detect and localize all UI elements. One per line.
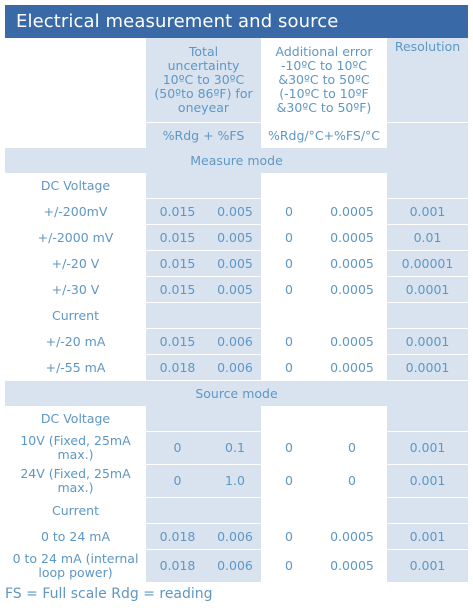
resolution-cell: 0.0001 <box>387 277 468 303</box>
units-additional: %Rdg/°C+%FS/°C <box>261 123 387 149</box>
resolution-cell: 0.001 <box>387 432 468 465</box>
range-cell: +/-20 mA <box>5 329 146 355</box>
resolution-cell: 0.001 <box>387 550 468 583</box>
add-rdg-cell: 0 <box>261 432 317 465</box>
fs-cell: 0.005 <box>209 277 261 303</box>
group-label: DC Voltage <box>40 177 111 193</box>
resolution-cell: 0.0001 <box>387 329 468 355</box>
rdg-cell: 0 <box>146 465 209 498</box>
header-row <box>5 38 468 123</box>
rdg-cell: 0.015 <box>146 251 209 277</box>
add-rdg-cell: 0 <box>261 355 317 381</box>
fs-cell: 0.006 <box>209 550 261 583</box>
section-label: Measure mode <box>5 148 468 173</box>
add-fs-cell: 0 <box>317 465 387 498</box>
add-fs-cell: 0.0005 <box>317 329 387 355</box>
add-rdg-cell: 0 <box>261 524 317 550</box>
table-row <box>5 251 468 277</box>
section-label: Source mode <box>5 381 468 407</box>
resolution-cell: 0.001 <box>387 199 468 225</box>
rdg-cell: 0.015 <box>146 225 209 251</box>
rdg-cell: 0.018 <box>146 550 209 583</box>
add-fs-cell: 0.0005 <box>317 524 387 550</box>
table-row <box>5 465 468 498</box>
table-row <box>5 277 468 303</box>
range-cell: +/-20 V <box>5 251 146 277</box>
fs-cell: 1.0 <box>209 465 261 498</box>
units-total: %Rdg + %FS <box>146 123 261 149</box>
rdg-cell: 0.018 <box>146 524 209 550</box>
group-label: Current <box>5 303 146 329</box>
header-total-uncertainty <box>146 38 261 123</box>
fs-cell: 0.006 <box>209 355 261 381</box>
footnote: FS = Full scale Rdg = reading <box>5 586 213 602</box>
range-cell: +/-200mV <box>5 199 146 225</box>
add-rdg-cell: 0 <box>261 277 317 303</box>
rdg-cell: 0 <box>146 432 209 465</box>
table-row <box>5 550 468 583</box>
resolution-cell: 0.001 <box>387 465 468 498</box>
fs-cell: 0.005 <box>209 199 261 225</box>
table-title: Electrical measurement and source <box>5 5 468 38</box>
range-cell: +/-55 mA <box>5 355 146 381</box>
add-fs-cell: 0.0005 <box>317 251 387 277</box>
section-measure-mode <box>5 148 468 173</box>
group-current-source <box>5 498 468 524</box>
add-fs-cell: 0.0005 <box>317 550 387 583</box>
resolution-cell: 0.01 <box>387 225 468 251</box>
header-additional-text: Additional error -10ºC to 10ºC &30ºC to 50ºC (-10ºC to 10ºF &30ºC to 50ºF) <box>275 44 373 115</box>
group-current-measure <box>5 303 468 329</box>
header-total-text: Total uncertainty 10ºC to 30ºC (50ºto 86ºF) for oneyear <box>154 44 253 115</box>
range-cell: 0 to 24 mA (internal loop power) <box>5 550 146 583</box>
range-cell: +/-2000 mV <box>5 225 146 251</box>
rdg-cell: 0.015 <box>146 277 209 303</box>
group-dc-voltage-source <box>5 406 468 432</box>
fs-cell: 0.005 <box>209 251 261 277</box>
range-cell: 0 to 24 mA <box>5 524 146 550</box>
table-row <box>5 524 468 550</box>
table-row <box>5 199 468 225</box>
add-fs-cell: 0.0005 <box>317 355 387 381</box>
resolution-cell: 0.0001 <box>387 355 468 381</box>
rdg-cell: 0.015 <box>146 329 209 355</box>
add-fs-cell: 0.0005 <box>317 225 387 251</box>
section-source-mode <box>5 381 468 407</box>
spec-table <box>5 38 468 582</box>
add-rdg-cell: 0 <box>261 465 317 498</box>
group-label: DC Voltage <box>40 410 111 426</box>
fs-cell: 0.006 <box>209 524 261 550</box>
table-row <box>5 432 468 465</box>
header-additional-error <box>261 38 387 123</box>
header-resolution: Resolution <box>387 38 468 123</box>
add-rdg-cell: 0 <box>261 251 317 277</box>
add-fs-cell: 0.0005 <box>317 199 387 225</box>
range-cell: +/-30 V <box>5 277 146 303</box>
fs-cell: 0.006 <box>209 329 261 355</box>
table-row <box>5 355 468 381</box>
group-dc-voltage-measure <box>5 173 468 199</box>
table-row <box>5 225 468 251</box>
add-rdg-cell: 0 <box>261 329 317 355</box>
table-row <box>5 329 468 355</box>
range-cell: 24V (Fixed, 25mA max.) <box>5 465 146 498</box>
range-cell: 10V (Fixed, 25mA max.) <box>5 432 146 465</box>
add-fs-cell: 0 <box>317 432 387 465</box>
rdg-cell: 0.015 <box>146 199 209 225</box>
group-label: Current <box>5 498 146 524</box>
resolution-cell: 0.001 <box>387 524 468 550</box>
fs-cell: 0.005 <box>209 225 261 251</box>
add-fs-cell: 0.0005 <box>317 277 387 303</box>
add-rdg-cell: 0 <box>261 550 317 583</box>
units-row <box>5 123 468 149</box>
add-rdg-cell: 0 <box>261 199 317 225</box>
rdg-cell: 0.018 <box>146 355 209 381</box>
fs-cell: 0.1 <box>209 432 261 465</box>
resolution-cell: 0.00001 <box>387 251 468 277</box>
add-rdg-cell: 0 <box>261 225 317 251</box>
